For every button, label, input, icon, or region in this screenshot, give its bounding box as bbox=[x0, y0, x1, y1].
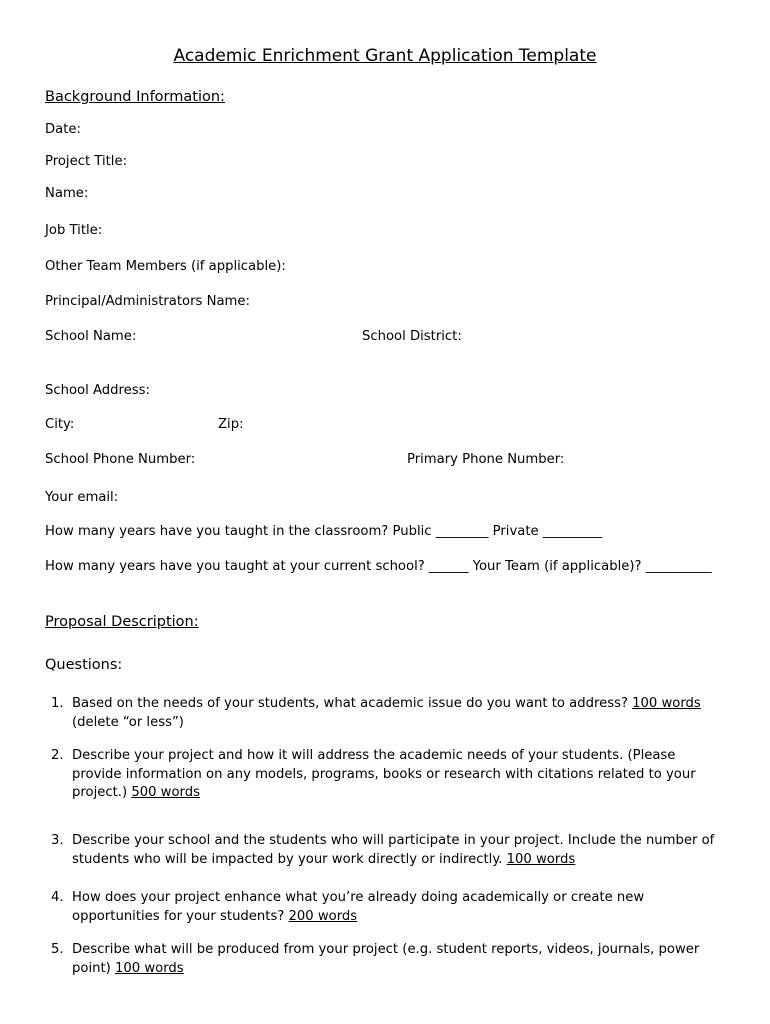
word-limit: 100 words bbox=[114, 960, 184, 976]
question-body: Describe your school and the students who will participate in your project. Include the number of students who will be impacted by your work directly or indirectly. bbox=[72, 833, 715, 867]
other-team-label: Other Team Members (if applicable): bbox=[45, 259, 286, 274]
school-phone-label: School Phone Number: bbox=[45, 452, 196, 467]
date-label: Date: bbox=[45, 122, 81, 137]
proposal-heading: Proposal Description: bbox=[45, 614, 199, 630]
background-heading: Background Information: bbox=[45, 89, 225, 105]
years-classroom-line: How many years have you taught in the classroom? Public ________ Private _________ bbox=[45, 524, 603, 539]
question-number: 5. bbox=[51, 942, 64, 957]
question-body: How does your project enhance what you’re already doing academically or create new opportunities for your students? bbox=[72, 890, 645, 924]
school-district-label: School District: bbox=[362, 329, 462, 344]
school-name-label: School Name: bbox=[45, 329, 137, 344]
word-limit: 200 words bbox=[288, 908, 358, 924]
question-number: 4. bbox=[51, 890, 64, 905]
school-address-label: School Address: bbox=[45, 383, 150, 398]
project-title-label: Project Title: bbox=[45, 154, 128, 169]
document-title: Academic Enrichment Grant Application Template bbox=[173, 46, 597, 66]
word-limit: 100 words bbox=[632, 696, 701, 711]
question-number: 3. bbox=[51, 833, 64, 848]
question-text bbox=[72, 889, 672, 926]
question-text bbox=[72, 695, 722, 732]
question-number: 2. bbox=[51, 748, 64, 763]
word-limit: 100 words bbox=[506, 851, 576, 867]
question-number: 1. bbox=[51, 696, 64, 711]
question-text bbox=[72, 747, 722, 803]
email-label: Your email: bbox=[45, 490, 119, 505]
city-label: City: bbox=[45, 417, 75, 432]
word-limit: 500 words bbox=[131, 785, 200, 800]
question-body: Describe your project and how it will address the academic needs of your students. (Please provide information on any models, programs, books or research with citations related to your project.) bbox=[72, 748, 696, 800]
job-title-label: Job Title: bbox=[45, 223, 103, 238]
question-body: Describe what will be produced from your project (e.g. student reports, videos, journals, power point) bbox=[72, 942, 700, 976]
questions-heading: Questions: bbox=[45, 657, 123, 673]
question-body: Based on the needs of your students, what academic issue do you want to address? bbox=[72, 696, 633, 711]
question-text bbox=[72, 941, 722, 978]
primary-phone-label: Primary Phone Number: bbox=[407, 452, 565, 467]
years-current-line: How many years have you taught at your current school? ______ Your Team (if applicable)? __________ bbox=[45, 559, 712, 574]
question-note: (delete “or less”) bbox=[72, 714, 184, 730]
zip-label: Zip: bbox=[218, 417, 244, 432]
question-text bbox=[72, 832, 722, 869]
principal-label: Principal/Administrators Name: bbox=[45, 294, 250, 309]
name-label: Name: bbox=[45, 186, 89, 201]
